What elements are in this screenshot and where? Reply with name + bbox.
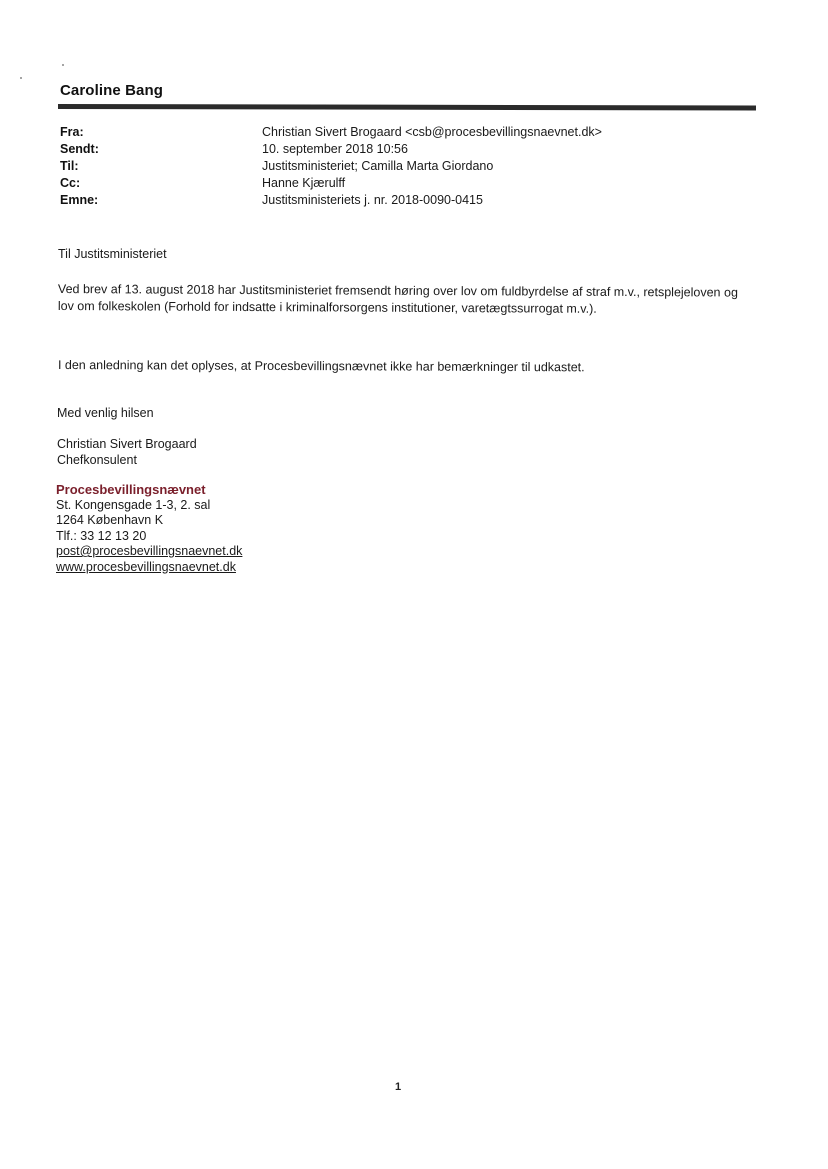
header-row-from (60, 124, 760, 141)
header-row-sent (60, 141, 760, 158)
scan-speck (62, 64, 64, 66)
header-row-cc (60, 175, 760, 192)
header-label: Emne: (60, 193, 99, 207)
header-value-from: Christian Sivert Brogaard <csb@procesbevillingsnaevnet.dk> (262, 125, 602, 139)
header-label: Fra: (60, 125, 84, 139)
header-row-subject (60, 192, 760, 209)
header-value-cc: Hanne Kjærulff (262, 176, 346, 190)
website-link[interactable]: www.procesbevillingsnaevnet.dk (56, 559, 236, 574)
header-row-to (60, 158, 760, 175)
signature-title: Chefkonsulent (57, 453, 137, 467)
email-greeting: Til Justitsministeriet (58, 247, 167, 261)
header-divider (58, 104, 756, 110)
header-value-subject: Justitsministeriets j. nr. 2018-0090-0415 (262, 193, 483, 207)
mailbox-owner-name: Caroline Bang (60, 82, 163, 99)
address-city: 1264 København K (56, 513, 164, 527)
organization-name: Procesbevillingsnævnet (56, 482, 206, 497)
organization-block (56, 482, 242, 575)
header-label: Cc: (60, 176, 81, 190)
header-label: Sendt: (60, 142, 99, 156)
header-value-to: Justitsministeriet; Camilla Marta Giordano (262, 159, 494, 173)
email-paragraph: Ved brev af 13. august 2018 har Justitsministeriet fremsendt høring over lov om fuldbyrdelse af straf m.v., retsplejeloven og lov om folkeskolen (Forhold for indsatte i kriminalforsorgens institutioner, varetægtssurrogat m.v.). (57, 282, 738, 316)
scan-speck (20, 77, 22, 79)
phone-number: Tlf.: 33 12 13 20 (56, 528, 147, 543)
signature-name: Christian Sivert Brogaard (57, 437, 197, 451)
header-label: Til: (60, 159, 79, 173)
email-paragraph: I den anledning kan det oplyses, at Procesbevillingsnævnet ikke har bemærkninger til udkastet. (57, 358, 585, 375)
page-number: 1 (395, 1081, 402, 1093)
email-headers (60, 124, 760, 209)
email-link[interactable]: post@procesbevillingsnaevnet.dk (56, 544, 243, 558)
header-value-sent: 10. september 2018 10:56 (262, 142, 408, 156)
address-street: St. Kongensgade 1-3, 2. sal (56, 497, 211, 512)
signature-closing: Med venlig hilsen (57, 406, 154, 420)
